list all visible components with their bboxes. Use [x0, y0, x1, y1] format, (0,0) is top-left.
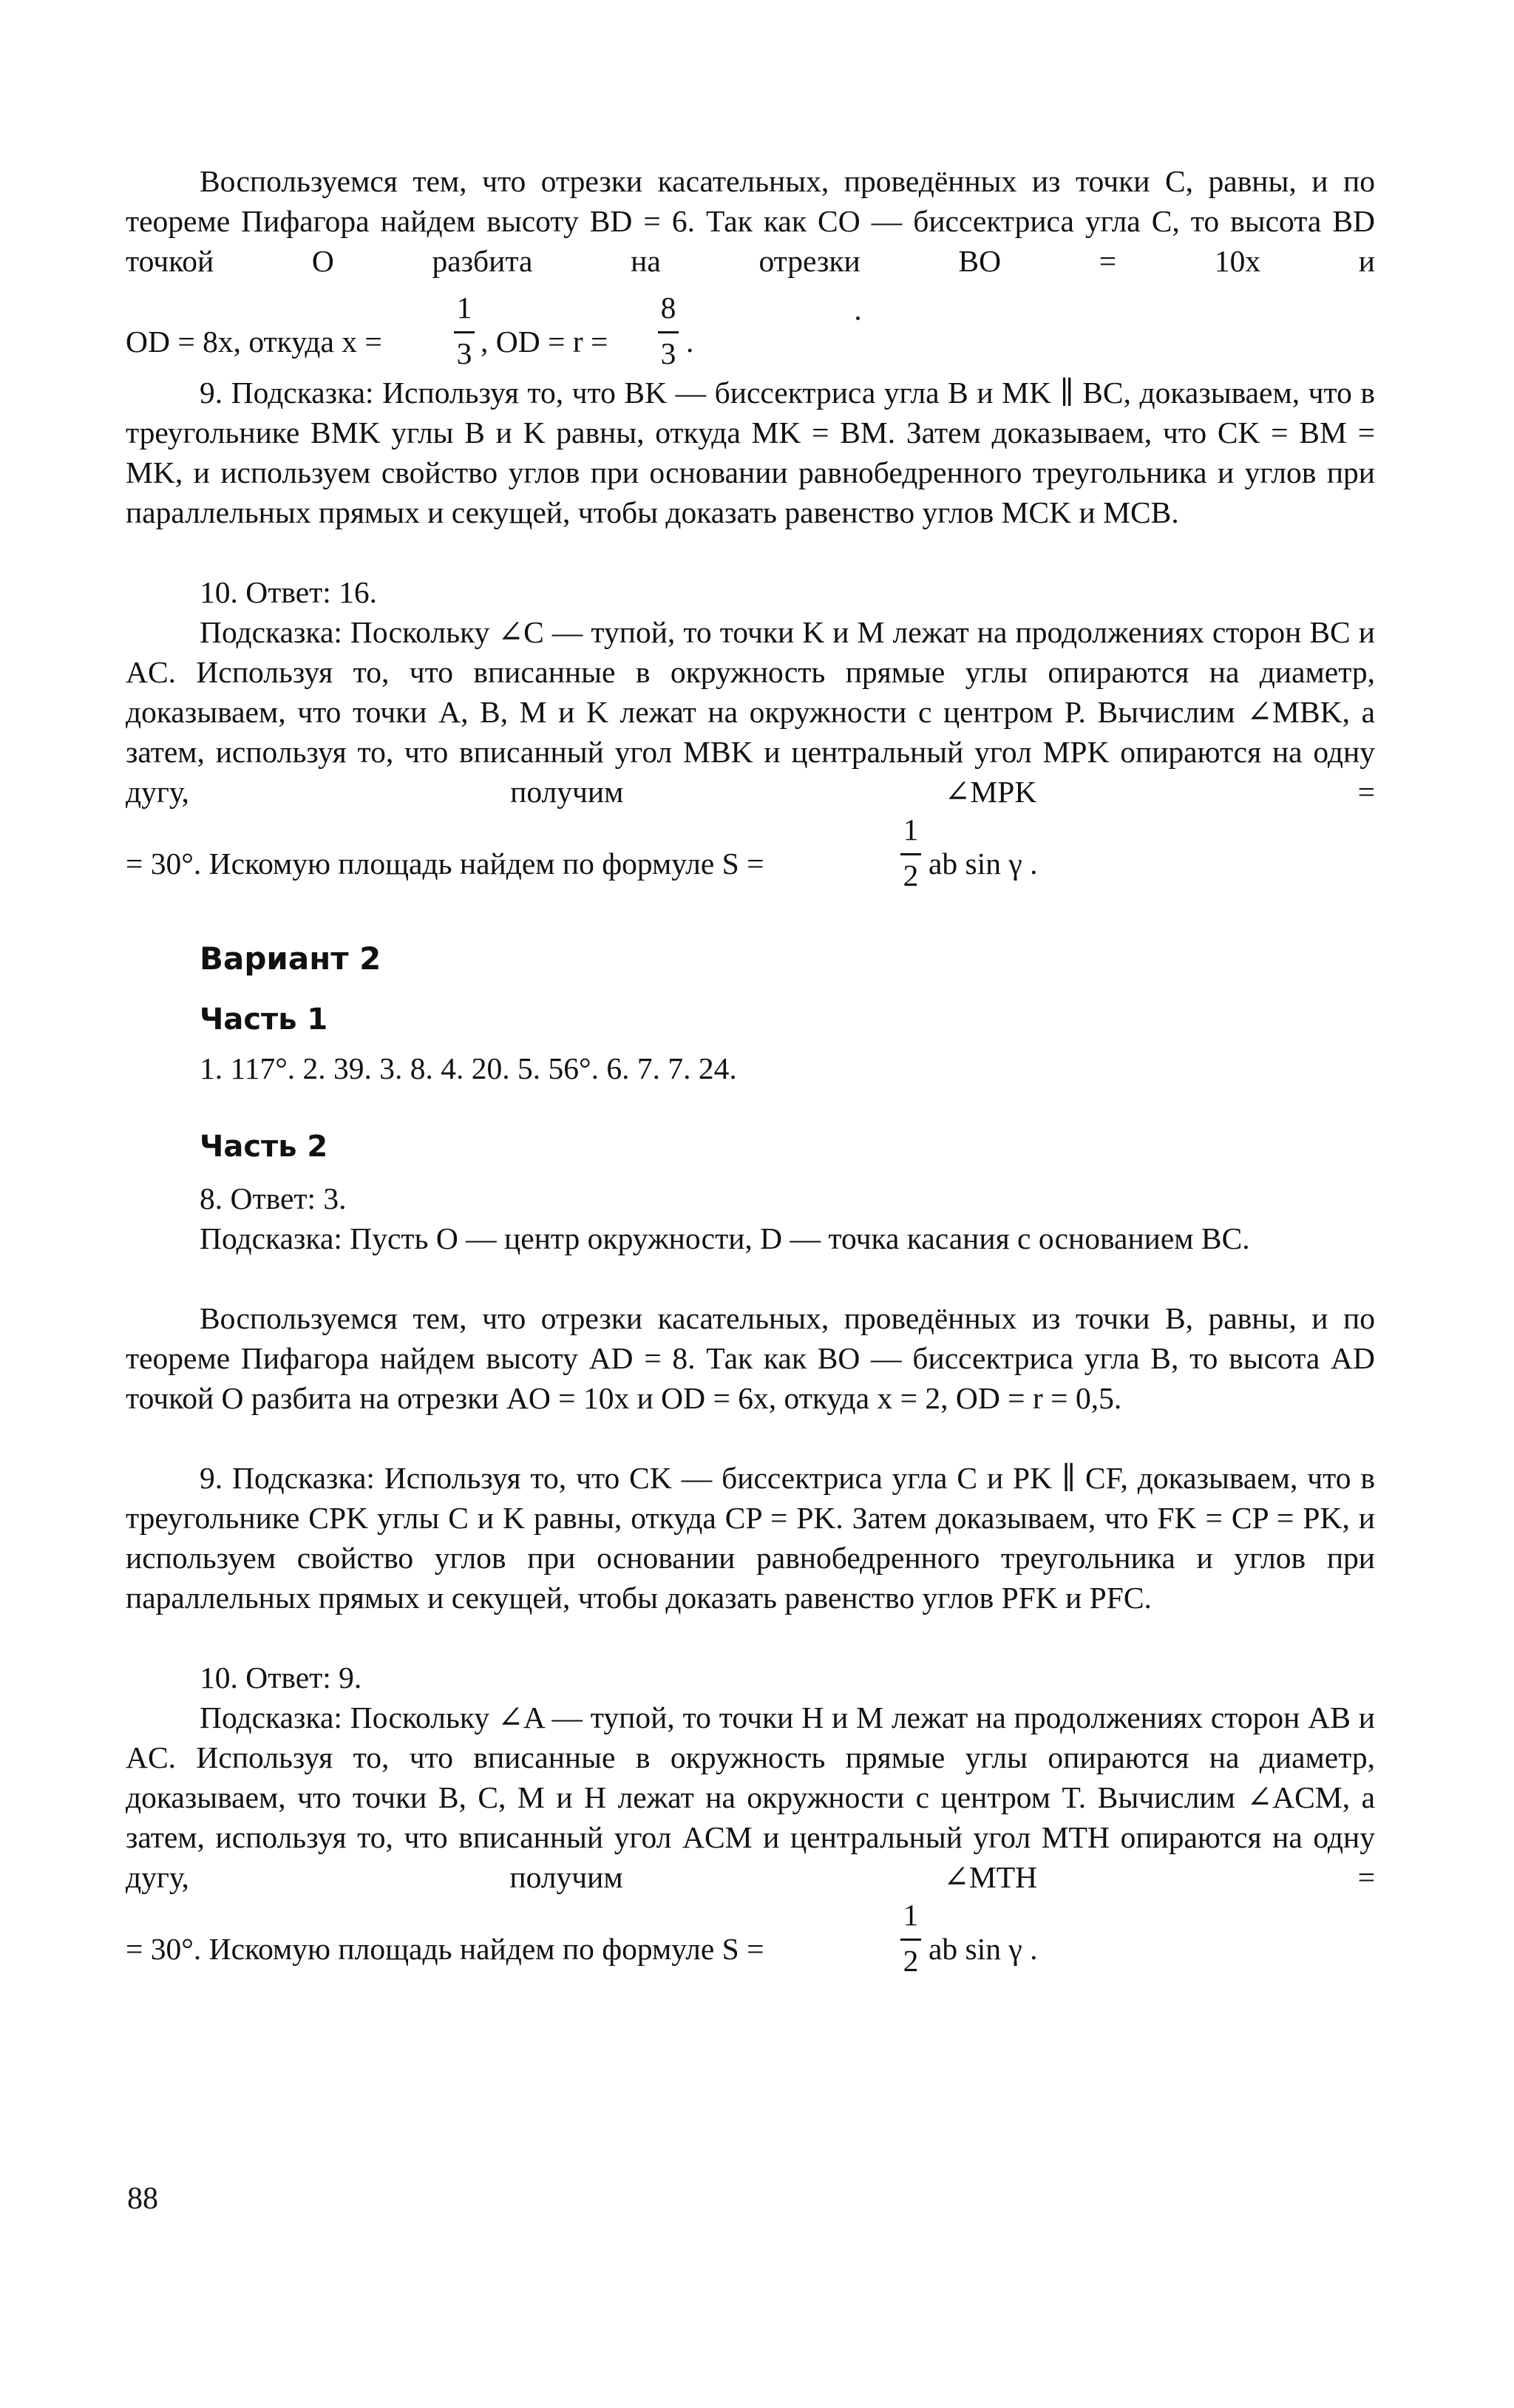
fraction-denominator: 2 — [903, 1944, 919, 1978]
part1-heading: Часть 1 — [200, 1003, 328, 1037]
formula-area-v2 — [126, 1897, 1161, 2001]
paragraph-hint-9-v1: 9. Подсказка: Используя то, что BK — биссектриса угла B и MK ∥ BC, доказываем, что в треугольнике BMK углы B и K равны, откуда MK = BM. Затем доказываем, что CK = BM = MK, и используем свойство углов при основании равнобедренного треугольника и углов при параллельных прямых и секущей, чтобы доказать равенство углов MCK и MCB. — [126, 376, 1375, 529]
paragraph-hint-10-v2: Подсказка: Поскольку ∠A — тупой, то точки H и M лежат на продолжениях сторон AB и AC. Используя то, что вписанные в окружность прямые углы опираются на диаметр, доказываем, что точки B, C, M и H лежат на окружности с центром T. Вычислим ∠ACM, а затем, используя то, что вписанный угол ACM и центральный угол MTH опираются на одну дугу, получим ∠MTH = — [126, 1700, 1375, 1894]
fraction-numerator: 8 — [660, 291, 676, 325]
fraction-denominator: 2 — [903, 858, 919, 892]
formula-text: OD = 8x, откуда x = — [126, 325, 382, 359]
fraction-numerator: 1 — [903, 813, 919, 847]
fraction-bar — [454, 331, 475, 333]
answer-10-v2: 10. Ответ: 9. — [200, 1661, 362, 1695]
part2-heading: Часть 2 — [200, 1130, 328, 1164]
fraction-denominator: 3 — [456, 336, 472, 370]
part1-answers: 1. 117°. 2. 39. 3. 8. 4. 20. 5. 56°. 6. 7. 7. 24. — [200, 1051, 737, 1085]
fraction-bar — [658, 331, 679, 333]
formula-text: ab sin γ . — [929, 847, 1038, 881]
paragraph-hint-8-v2: Подсказка: Пусть O — центр окружности, D — точка касания с основанием BC. — [200, 1221, 1250, 1255]
formula-text: = 30°. Искомую площадь найдем по формуле S = — [126, 1932, 764, 1966]
fraction-bar — [900, 853, 921, 855]
formula-text: , OD = r = — [481, 325, 608, 359]
paragraph-hint-10-v1: Подсказка: Поскольку ∠C — тупой, то точки K и M лежат на продолжениях сторон BC и AC. Используя то, что вписанные в окружность прямые углы опираются на диаметр, доказываем, что точки A, B, M и K лежат на окружности с центром P. Вычислим ∠MBK, а затем, используя то, что вписанный угол MBK и центральный угол MPK опираются на одну дугу, получим ∠MPK = — [126, 615, 1375, 809]
fraction-bar — [900, 1939, 921, 1941]
fraction-numerator: 1 — [456, 291, 472, 325]
formula-area-v1 — [126, 812, 1161, 915]
page-number: 88 — [127, 2182, 158, 2216]
variant-heading: Вариант 2 — [200, 940, 381, 977]
answer-8-v2: 8. Ответ: 3. — [200, 1181, 347, 1215]
formula-text: ab sin γ . — [929, 1932, 1038, 1966]
formula-text: . — [686, 325, 694, 359]
fraction-numerator: 1 — [903, 1898, 919, 1932]
paragraph-tangent-c: Воспользуемся тем, что отрезки касательных, проведённых из точки C, равны, и по теореме Пифагора найдем высоту BD = 6. Так как CO — биссектриса угла C, то высота BD точкой O разбита на отрезки BO = 10x и — [126, 164, 1375, 278]
formula-text: = 30°. Искомую площадь найдем по формуле S = — [126, 847, 764, 881]
fraction-denominator: 3 — [660, 336, 676, 370]
paragraph-tangent-b: Воспользуемся тем, что отрезки касательных, проведённых из точки B, равны, и по теореме Пифагора найдем высоту AD = 8. Так как BO — биссектриса угла B, то высота AD точкой O разбита на отрезки AO = 10x и OD = 6x, откуда x = 2, OD = r = 0,5. — [126, 1301, 1375, 1415]
paragraph-hint-9-v2: 9. Подсказка: Используя то, что CK — биссектриса угла C и PK ∥ CF, доказываем, что в треугольнике CPK углы C и K равны, откуда CP = PK. Затем доказываем, что FK = CP = PK, и используем свойство углов при основании равнобедренного треугольника и углов при параллельных прямых и секущей, чтобы доказать равенство углов PFK и PFC. — [126, 1461, 1375, 1615]
answer-10-v1: 10. Ответ: 16. — [200, 575, 378, 609]
print-speck — [856, 316, 860, 320]
